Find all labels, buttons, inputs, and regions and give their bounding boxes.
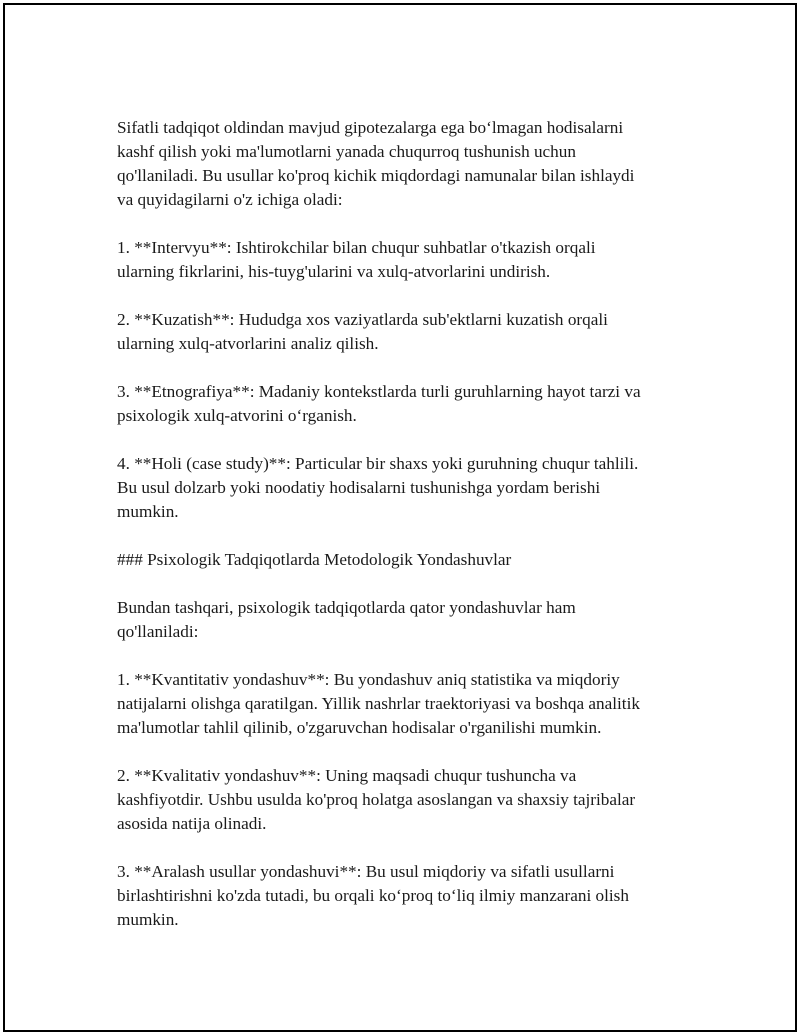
- list-item-etnografiya: 3. **Etnografiya**: Madaniy kontekstlarda turli guruhlarning hayot tarzi va psixologik xulq-atvorini o‘rganish.: [117, 382, 641, 425]
- section-intro-paragraph: Bundan tashqari, psixologik tadqiqotlarda qator yondashuvlar ham qo'llaniladi:: [117, 598, 576, 641]
- document-body: [117, 116, 687, 932]
- list-item-holi: 4. **Holi (case study)**: Particular bir shaxs yoki guruhning chuqur tahlili. Bu usul dolzarb yoki noodatiy hodisalarni tushunishga yordam berishi mumkin.: [117, 454, 639, 521]
- intro-paragraph: Sifatli tadqiqot oldindan mavjud gipotezalarga ega bo‘lmagan hodisalarni kashf qilish yoki ma'lumotlarni yanada chuqurroq tushunish uchun qo'llaniladi. Bu usullar ko'proq kichik miqdordagi namunalar bilan ishlaydi va quyidagilarni o'z ichiga oladi:: [117, 118, 635, 209]
- list-item-aralash: 3. **Aralash usullar yondashuvi**: Bu usul miqdoriy va sifatli usullarni birlashtirishni ko'zda tutadi, bu orqali ko‘proq to‘liq ilmiy manzarani olish mumkin.: [117, 862, 629, 929]
- list-item-kvantitativ: 1. **Kvantitativ yondashuv**: Bu yondashuv aniq statistika va miqdoriy natijalarni olishga qaratilgan. Yillik nashrlar traektoriyasi va boshqa analitik ma'lumotlar tahlil qilinib, o'zgaruvchan hodisalar o'rganilishi mumkin.: [117, 670, 640, 737]
- section-heading: ### Psixologik Tadqiqotlarda Metodologik Yondashuvlar: [117, 550, 512, 569]
- list-item-kuzatish: 2. **Kuzatish**: Hududga xos vaziyatlarda sub'ektlarni kuzatish orqali ularning xulq-atvorlarini analiz qilish.: [117, 310, 608, 353]
- list-item-kvalitativ: 2. **Kvalitativ yondashuv**: Uning maqsadi chuqur tushuncha va kashfiyotdir. Ushbu usulda ko'proq holatga asoslangan va shaxsiy tajribalar asosida natija olinadi.: [117, 766, 636, 833]
- list-item-intervyu: 1. **Intervyu**: Ishtirokchilar bilan chuqur suhbatlar o'tkazish orqali ularning fikrlarini, his-tuyg'ularini va xulq-atvorlarini undirish.: [117, 238, 596, 281]
